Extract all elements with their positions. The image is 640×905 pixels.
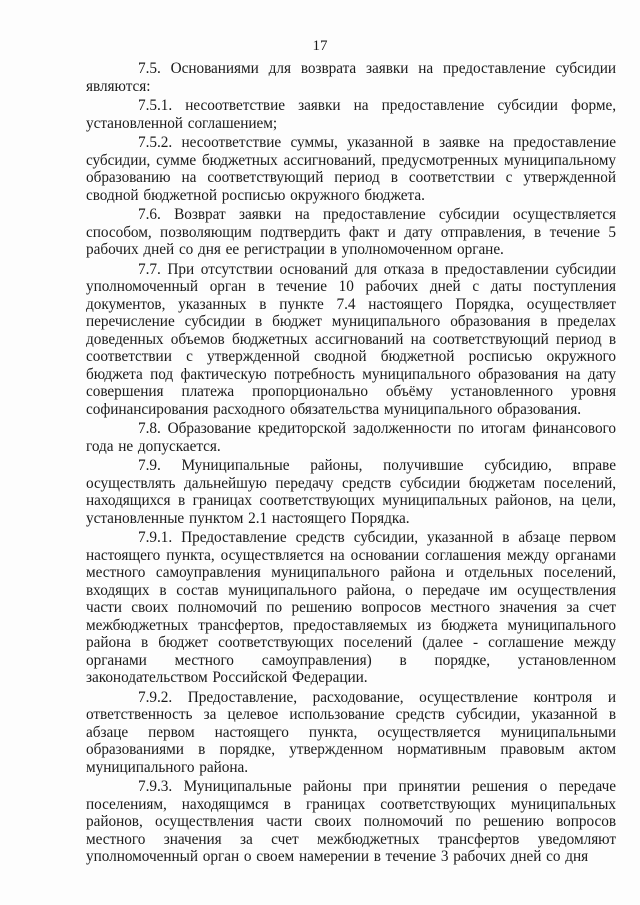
paragraph-7-9-3: 7.9.3. Муниципальные районы при принятии решения о передаче поселениям, находящимся в границах соответствующих муниципальных районов, осуществления части своих полномочий по решению вопросов местного значения за счет межбюджетных трансфертов уведомляют уполномоченный орган о своем намерении в течение 3 рабочих дней со дня bbox=[86, 778, 616, 865]
paragraph-7-9-2: 7.9.2. Предоставление, расходование, осуществление контроля и ответственность за целевое использование средств субсидии, указанной в абзаце первом настоящего пункта, осуществляется муниципальными образованиями в порядке, утвержденном нормативным правовым актом муниципального района. bbox=[86, 688, 616, 776]
paragraph-7-5: 7.5. Основаниями для возврата заявки на предоставление субсидии являются: bbox=[86, 60, 616, 95]
paragraph-7-5-1: 7.5.1. несоответствие заявки на предоставление субсидии форме, установленной соглашением; bbox=[86, 97, 616, 132]
paragraph-7-6: 7.6. Возврат заявки на предоставление субсидии осуществляется способом, позволяющим подтвердить факт и дату отправления, в течение 5 рабочих дней со дня ее регистрации в уполномоченном органе. bbox=[86, 206, 616, 258]
paragraph-7-9-1: 7.9.1. Предоставление средств субсидии, указанной в абзаце первом настоящего пункта, осуществляется на основании соглашения между органами местного самоуправления муниципального района и отдельных поселений, входящих в состав муниципального района, о передаче им осуществления части своих полномочий по решению вопросов местного значения за счет межбюджетных трансфертов, предоставляемых из бюджета муниципального района в бюджет соответствующих поселений (далее - соглашение между органами местного самоуправления) в порядке, установленном законодательством Российской Федерации. bbox=[86, 529, 616, 686]
page-number: 17 bbox=[312, 38, 328, 54]
paragraph-7-5-2: 7.5.2. несоответствие суммы, указанной в заявке на предоставление субсидии, сумме бюджетных ассигнований, предусмотренных муниципальному образованию на соответствующий период в соответствии с утвержденной сводной бюджетной росписью окружного бюджета. bbox=[86, 134, 616, 204]
document-body bbox=[86, 60, 616, 868]
paragraph-7-7: 7.7. При отсутствии оснований для отказа в предоставлении субсидии уполномоченный орган в течение 10 рабочих дней с даты поступления документов, указанных в пункте 7.4 настоящего Порядка, осуществляет перечисление субсидии в бюджет муниципального образования в пределах доведенных объемов бюджетных ассигнований на соответствующий период в соответствии с утвержденной сводной бюджетной росписью окружного бюджета под фактическую потребность муниципального образования на дату совершения платежа пропорционально объёму установленного уровня софинансирования расходного обязательства муниципального образования. bbox=[86, 260, 616, 418]
paragraph-7-8: 7.8. Образование кредиторской задолженности по итогам финансового года не допускается. bbox=[86, 420, 616, 455]
paragraph-7-9: 7.9. Муниципальные районы, получившие субсидию, вправе осуществлять дальнейшую передачу средств субсидии бюджетам поселений, находящихся в границах соответствующих муниципальных районов, на цели, установленные пунктом 2.1 настоящего Порядка. bbox=[86, 457, 616, 527]
